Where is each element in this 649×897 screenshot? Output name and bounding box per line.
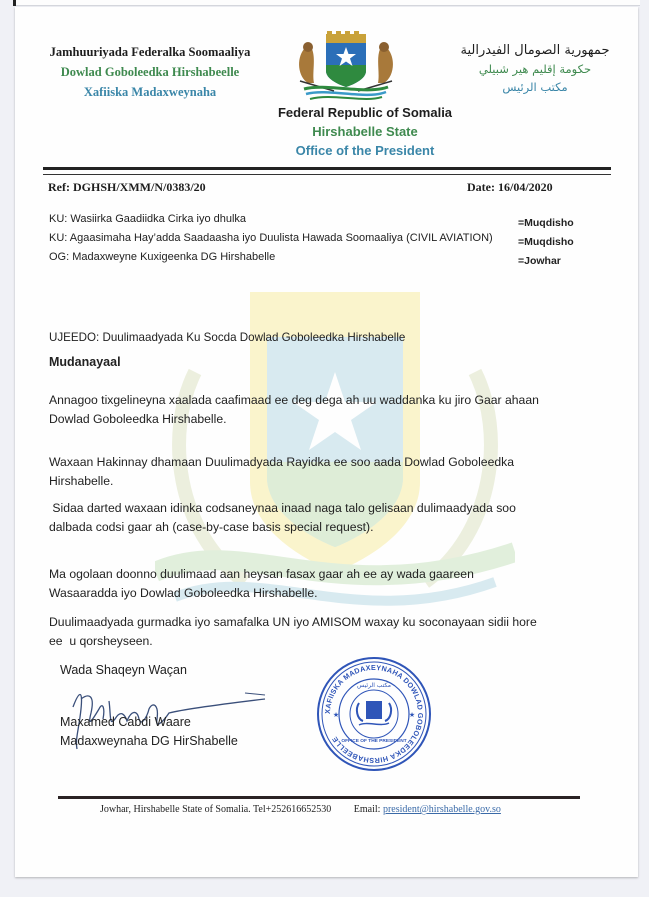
letterhead-country-en: Federal Republic of Somalia — [277, 105, 453, 120]
coat-of-arms-icon — [286, 29, 406, 105]
letterhead-state-so: Dowlad Goboleedka Hirshabeelle — [60, 65, 240, 79]
addressee-line: KU: Agaasimaha Hay’adda Saadaasha iyo Duulista Hawada Soomaaliya (CIVIL AVIATION) — [49, 232, 493, 244]
letter-page — [15, 7, 638, 877]
letter-footer — [100, 804, 501, 815]
letterhead-office-en: Office of the President — [295, 143, 435, 158]
reference-number: Ref: DGHSH/XMM/N/0383/20 — [48, 180, 206, 194]
letterhead-english — [215, 103, 515, 160]
body-paragraph: Sidaa darted waxaan idinka codsaneynaa inaad naga talo gelisaan dulimaadyada soo dalbada codsi gaar ah (case-by-case basis special request). — [49, 501, 520, 534]
letterhead-somali — [15, 42, 285, 102]
footer-address: Jowhar, Hirshabelle State of Somalia. Tel+252616652530 — [100, 804, 332, 815]
body-paragraph: Annagoo tixgelineyna xaalada caafimaad ee deg dega ah uu waddanka ku jiro Gaar ahaan Dowlad Goboleedka Hirshabelle. — [49, 393, 539, 426]
body-paragraph: Waxaan Hakinnay dhamaan Duulimadyada Rayidka ee soo aada Dowlad Goboleedka Hirshabelle. — [49, 455, 514, 488]
official-stamp-icon — [315, 655, 433, 773]
addressee-place: =Muqdisho — [518, 217, 574, 229]
letter-date: Date: 16/04/2020 — [467, 180, 553, 194]
stamp-arabic-text: مكتب الرئيس — [356, 682, 392, 689]
closing-phrase: Wada Shaqeyn Waçan — [60, 663, 187, 677]
footer-email-link[interactable]: president@hirshabelle.gov.so — [382, 804, 501, 815]
letterhead-office-so: Xafiiska Madaxweynaha — [83, 85, 217, 99]
footer-divider — [58, 796, 580, 799]
letterhead-state-ar: حكومة إقليم هير شبيلي — [478, 62, 592, 76]
letterhead-country-so: Jamhuuriyada Federalka Soomaaliya — [49, 45, 251, 59]
addressee-place: =Muqdisho — [518, 236, 574, 248]
letterhead-office-ar: مكتب الرئيس — [502, 80, 568, 94]
addressee-line: KU: Wasiirka Gaadiidka Cirka iyo dhulka — [49, 213, 247, 225]
header-divider — [43, 167, 611, 175]
letterhead-state-en: Hirshabelle State — [312, 124, 418, 139]
body-paragraph: Duulimaadyada gurmadka iyo samafalka UN iyo AMISOM waxay ku soconayaan sidii hore ee u qorsheyseen. — [49, 615, 541, 648]
stamp-ring-text: XAFIISKA MADAXEYNAHA DOWLAD GOBOLEEDKA HIRSHABEELLE — [322, 662, 426, 766]
letter-salutation: Mudanayaal — [49, 355, 121, 369]
svg-text:★: ★ — [332, 712, 340, 719]
signatory-title: Madaxweynaha DG HirShabelle — [60, 734, 238, 748]
stamp-inner-text: OFFICE OF THE PRESIDENT — [341, 739, 407, 744]
signatory-name: Maxamed Cabdi Waare — [60, 715, 191, 729]
footer-email-label: Email: — [353, 804, 381, 815]
page-top-edge — [15, 0, 640, 6]
letter-subject: UJEEDO: Duulimaadyada Ku Socda Dowlad Goboleedka Hirshabelle — [49, 331, 406, 344]
addressee-place: =Jowhar — [518, 255, 561, 267]
letterhead-country-ar: جمهورية الصومال الفيدرالية — [460, 43, 610, 58]
page-top-mark — [13, 0, 16, 6]
addressee-line: OG: Madaxweyne Kuxigeenka DG Hirshabelle — [49, 251, 276, 263]
body-paragraph: Ma ogolaan doonno duulimaad aan heysan fasax gaar ah ee ay wada gaareen Wasaaradda iyo Dowlad Goboleedka Hirshabelle. — [49, 567, 474, 600]
letterhead-arabic — [435, 42, 635, 96]
svg-text:★: ★ — [408, 712, 416, 719]
